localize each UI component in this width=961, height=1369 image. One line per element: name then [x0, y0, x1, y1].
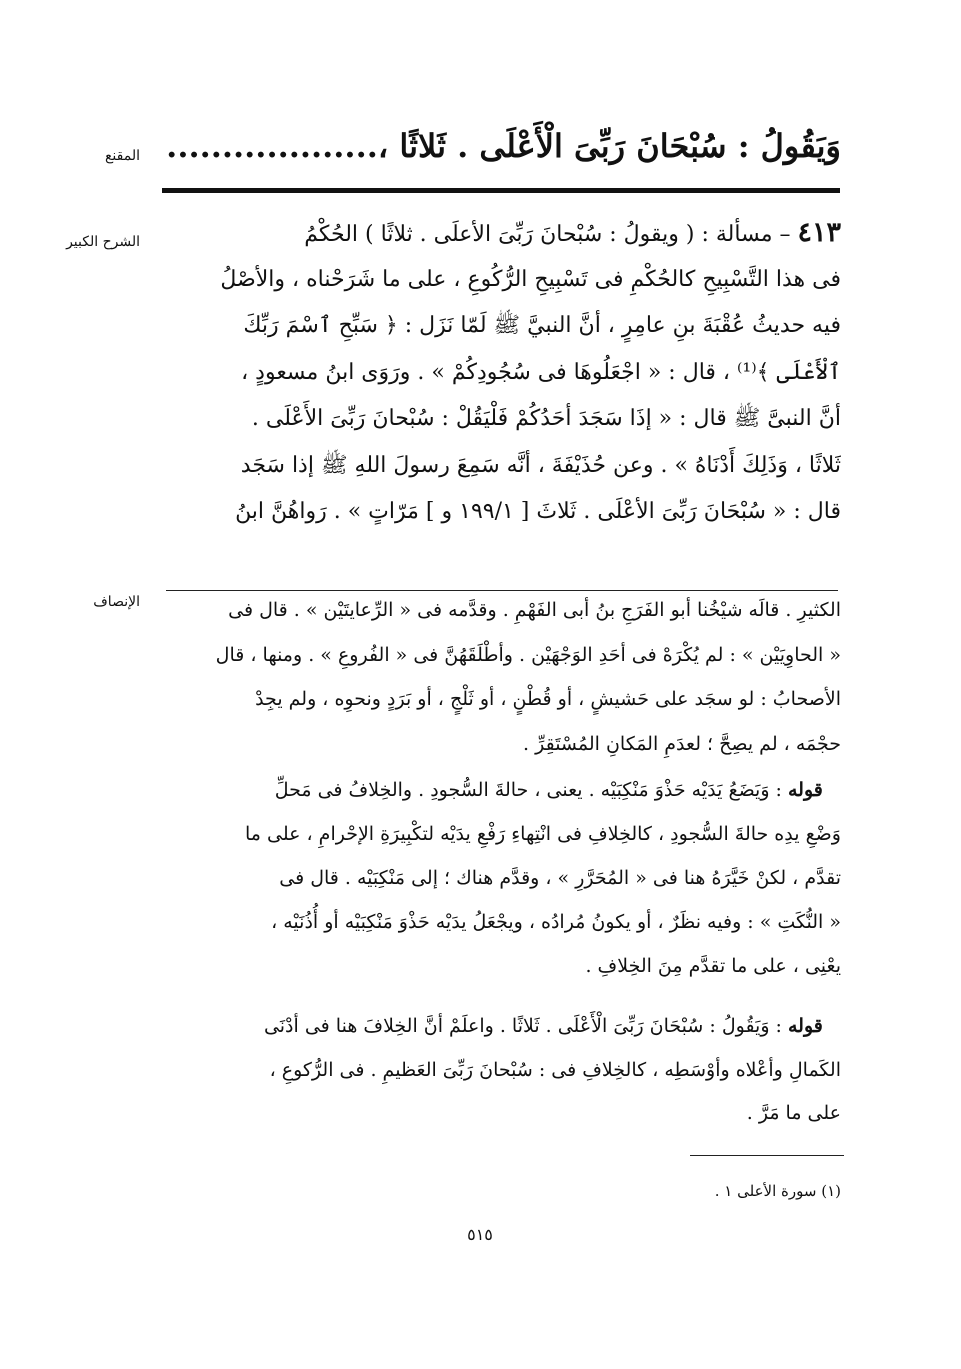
- insaf-paragraph-3: [160, 1005, 841, 1136]
- footnote-divider: [690, 1155, 844, 1156]
- text-line: أنَّ النبىَّ ﷺ قال : « إذَا سَجَدَ أحَدُكُمْ فَلْيَقُلْ : سُبْحانَ رَبِّىَ الأَعْلَى .: [251, 406, 841, 431]
- page-number: ٥١٥: [467, 1225, 493, 1244]
- insaf-paragraph-2: [160, 768, 841, 988]
- footnote: (١) سورة الأعلى ١ .: [714, 1182, 841, 1200]
- text-line: قال : « سُبْحَانَ رَبِّىَ الأعْلَى . ثَلاثَ [ ١٩٩/١ و ] مَرّاتٍ » . رَواهُنَّ ابنُ: [235, 499, 841, 524]
- insaf-paragraph-1: [160, 588, 841, 766]
- qawlu-marker: قوله: [788, 1015, 823, 1037]
- text-line: قوله : وَيَقُولُ : سُبْحَانَ رَبِّىَ الْأَعْلَى . ثَلاثًا . واعلَمْ أنَّ الخِلافَ هنا فى أدْنَى: [263, 1015, 823, 1037]
- text-line: على ما مَرَّ .: [746, 1102, 841, 1124]
- text-line: الأصحابُ : لو سجَد على حَشيشٍ ، أو قُطْنٍ ، أو ثَلْجٍ ، أو بَرَدٍ ونحوِه ، ولم يجِدْ: [255, 688, 841, 710]
- text-line: فى هذا التَّسْبِيحِ كالحُكْمِ فى تَسْبِيحِ الرُّكُوعِ ، على ما شَرَحْناه ، والأصْلُ: [220, 266, 841, 292]
- muqni-text: وَيَقُولُ : سُبْحَانَ رَبِّىَ الْأَعْلَى . ثَلاثًا ،...................: [166, 127, 841, 165]
- text-line: حجْمَه ، لم يصِحَّ ؛ لعدَمِ المَكانِ المُسْتَقِرِّ .: [523, 732, 841, 755]
- label-sharh-kabir: الشرح الكبير: [66, 234, 140, 250]
- section-divider-thick: [162, 188, 840, 193]
- qawlu-marker: قوله: [788, 779, 823, 801]
- sharh-kabir-text: [160, 210, 841, 536]
- label-insaf: الإنصاف: [93, 594, 140, 610]
- text-line: تقدَّم ، لكنْ خَيَّرَهُ هنا فى « المُحَرَّرِ » ، وقدَّم هناك ؛ إلى مَنْكِبَيْه . قال فى: [279, 867, 841, 889]
- text-line: الكثيرِ . قالَه شيْخُنا أبو الفَرَجِ بنُ أبى الفَهْمِ . وقدَّمه فى « الرِّعايتَيْن » . قال فى: [228, 599, 841, 621]
- label-muqni: المقنع: [104, 148, 140, 164]
- text-line: الكَمالِ وأعْلاه وأوْسَطِه ، كالخِلافِ فى : سُبْحانَ رَبِّىَ العَظيمِ . فى الرُّكوعِ ،: [269, 1058, 841, 1081]
- text-line: ثَلاثًا ، وَذَلِكَ أَدْنَاهُ » . وعن حُذَيْفَةَ ، أنَّه سَمِعَ رسولَ اللهِ ﷺ إذا سَجَد: [240, 452, 841, 478]
- text-line: فيه حديثُ عُقْبَةَ بنِ عامِرٍ ، أنَّ النبيَّ ﷺ لَمّا نَزَل : ﴿ سَبِّحِ ٱسْمَ رَبِّكَ: [243, 313, 841, 338]
- text-line: قوله : وَيَضَعُ يَدَيْه حَذْوَ مَنْكِبَيْه . يعنى ، حالةَ السُّجودِ . والخِلافُ فى مَحلِّ: [274, 779, 823, 801]
- text-line: « النُّكَتِ » : وفيه نظَرٌ ، أو يكونُ مُرادُه ، ويجْعَلُ يدَيْه حَذْوَ مَنْكِبَيْه أو أُذُنَيْه ،: [271, 911, 841, 933]
- text-line: يعْنِى ، على ما تقدَّم مِنَ الخِلافِ .: [585, 955, 841, 977]
- text-line: « الحاوِيَيْن » : لم يُكْرَهْ فى أحَدِ الوَجْهَيْن . وأطْلَقَهُنَّ فى « الفُروعِ » . ومنها ، قال: [215, 643, 841, 666]
- text-line: وَضْعِ يدِه حالةَ السُّجودِ ، كالخِلافِ فى انْتِهاءِ رَفْعِ يدَيْه لتكْبِيرَةِ الإحْرامِ ، على ما: [245, 823, 841, 845]
- issue-number: ٤١٣: [797, 217, 841, 248]
- text-line: ٱلْأَعْلَى ﴾⁽¹⁾ ، قال : « اجْعَلُوهَا فى سُجُودِكُمْ » . ورَوَى ابنُ مسعودٍ ،: [241, 359, 841, 385]
- text-line: ٤١٣ – مسألة : ( ويقولُ : سُبْحانَ رَبِّىَ الأعلَى . ثلاثًا ) الحُكْمُ: [304, 217, 841, 248]
